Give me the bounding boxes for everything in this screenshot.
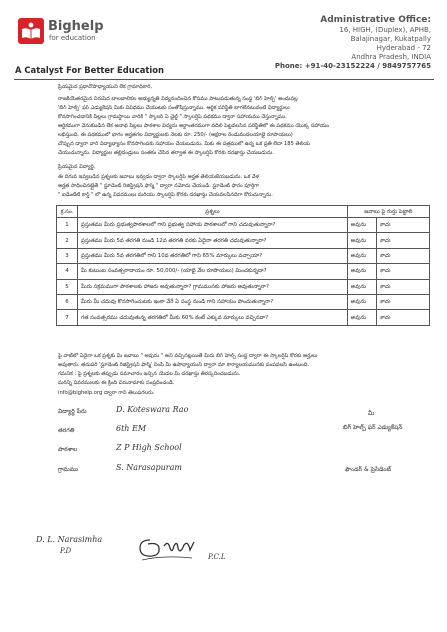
eligibility-table [56,205,430,326]
table-row [57,294,430,309]
paragraph2-line: అర్హత సాధించినట్లైతే " స్టూడెంట్ రిజిస్ట్రేషన్ ఫార్మ్ " ద్వారా నమోదు చేయండి. స్టూడెంట్ ఫారం పూర్తిగా [58,183,259,189]
row-number: 2 [57,233,78,248]
row-answer: కాదు [376,310,429,325]
paragraph2-line: ఈ దిగువ ఇవ్వబడిన ప్రశ్నలకు జవాబు ఇవ్వడం ద్వారా స్కాలర్షిప్ అర్హత తెలియజేయబడును. ఒక వేళ [58,174,259,180]
table-row [57,218,430,233]
table-header-row [57,206,430,218]
left-signature-title: P.D [60,547,72,555]
closing-line: పై వాటిలో ఏదైనా ఒక ప్రశ్నకు మీ జవాబు " అవును " అని వచ్చినట్లయితే మీరు బిగ్ హెల్ప్ సంస్థ ద్వారా ఈ స్కాలర్షిప్ కొరకు అర్హులు [58,353,318,359]
office-line: 16, HIGH, (Duplex), APHB, [339,26,431,34]
office-line: Balajinagar, Kukatpally [350,35,431,43]
office-phone: Phone: +91-40-23152224 / 9849757765 [274,62,431,70]
row-number: 4 [57,264,78,279]
col-number-header: క్ర.సం. [57,206,78,218]
signoff-org: బిగ్ హెల్ప్ ఫర్ ఎడ్యుకేషన్ [343,424,403,431]
row-yes: అవును [347,218,376,233]
table-row [57,264,430,279]
col-question-header: ప్రశ్నలు [78,206,348,218]
table-row [57,279,430,294]
closing-line: గమనిక : పై ప్రశ్నలకు తప్పుడు సమాచారం ఇచ్చిన యెడల మీ దరఖాస్తు తిరస్కరించబడును. [58,371,241,377]
row-number: 5 [57,279,78,294]
row-yes: అవును [347,279,376,294]
form-label-name: విద్యార్థి పేరు [58,408,87,415]
salutation-student: ప్రియమైన విద్యార్థి, [58,164,96,170]
paragraph1-line: చొప్పున ద్వారా వారి విద్యాభ్యాసం కొనసాగింపకు సహాయం చేయబడును. మీకు ఈ పత్రములో ఉన్న ఒక ప్రతి లేదా 185 తెలియ [58,141,311,147]
row-question: మీ కుటుంబ సంవత్సరాదాయం రూ. 50,000/- (యాభై వేల రూపాయలు) మించకున్నదా? [78,264,348,279]
form-label-school: పాఠశాల [58,446,78,453]
table-row [57,310,430,325]
paragraph1-line: లభిస్తుంది. ఈ పథకములో భాగం అర్హతగల విద్యార్థులకు నెలకు రూ. 250/- (అక్షరాల రెండువందలయాభై రూపాయలు) [58,132,293,138]
row-question: ప్రస్తుతము మీరు ప్రభుత్వపాఠశాలలో గాని ప్రభుత్వ సహాయ పాఠశాలలో గాని చదువుతున్నారా? [78,218,348,233]
form-value-class: 6th EM [116,424,147,433]
header-divider [14,79,434,80]
row-yes: అవును [347,294,376,309]
book-icon [18,18,44,44]
brand-subtitle: for education [49,34,96,42]
right-signature-title: P.C.L [208,553,226,561]
row-yes: అవును [347,264,376,279]
row-answer: కాదు [376,279,429,294]
table-row [57,248,430,263]
paragraph1-line: 'బిగ్ హెల్ప్' ఫర్ ఎడ్యుకేషన్ మీకు వివిధము చేయుటకు సంతోషిస్తున్నాము. ఆర్థిక పరిస్థితి బాగలేనటువంటి విద్యార్థులు [58,105,290,111]
row-question: మీరు మీ చదువు కొనసాగించుటకు ఇంకా వేరే ఏ సంస్థ నుండి గాని సహాయం పొందుతున్నారా? [78,294,348,309]
row-question: గత సంవత్సరము చదువుతున్న తరగతిలో మీకు 60% కంటే ఎక్కువ మార్కులు వచ్చినవా? [78,310,348,325]
office-line: Hyderabad - 72 [376,44,431,52]
closing-line: అవుతారు. తదుపరి 'స్టూడెంట్ రిజిస్ట్రేషన్ ఫార్మ్' నింపి మీ ఉపాధ్యాయుని ద్వారా మా కార్యాలయమునకు పంపవలసి ఉంటుంది. [58,362,310,368]
left-signature-name: D. L. Narasimha [36,535,103,544]
paragraph1-line: కొనసాగించడానికి పిల్లలు గ్రామస్థాయి వారికి " స్కాలర్ ఏ ఛైల్డ్ " స్కాలర్షిప్ పథకము ద్వారా సహాయము చేస్తున్నాము. [58,114,287,120]
email-line: info@bighelp.org ద్వారా గాని తెలుపగలరు. [58,390,155,396]
tagline: A Catalyst For Better Education [15,65,164,75]
form-value-village: S. Narasapuram [116,463,182,472]
paragraph1-line: ఆర్థికముగా వెనుకబడిన లేక అనాథ పిల్లలు పాఠశాల విద్యను అర్ధాంతరముగా వదిలి పెట్టవలసిన పరిస్థితిలో ఈ పథకము యొక్క సహాయం [58,123,330,129]
row-question: ప్రస్తుతము మీరు 5వ తరగతి నుండి 12వ తరగతి వరకు ఏదైనా తరగతి చదువుతున్నారా? [78,233,348,248]
signoff-title: ఫౌండర్ & ప్రెసిడెంట్ [345,466,392,473]
row-answer: కాదు [376,233,429,248]
handwritten-signature [134,530,204,564]
row-question: మీరు సక్రమముగా పాఠశాలకు హాజరు అవుతున్నారా? గ్రామమునకు హాజరు అవుతున్నారా? [78,279,348,294]
paragraph2-line: " ఐడెంటిటీ కార్డ్ " లో ఉన్న వివరములు మరియు స్కాలర్షిప్ కొరకు దరఖాస్తు చేయవలసినదిగా కోరుచున్నాను. [58,192,273,198]
office-address [251,14,431,71]
salutation: ప్రియమైన ప్రధానోపాధ్యాయుని లేక గ్రామాధికారి, [58,84,153,90]
closing-line: మరిన్ని వివరములకు ఈ క్రింది చిరునామాకు సంప్రదించండి. [58,380,175,386]
row-yes: అవును [347,248,376,263]
row-yes: అవును [347,233,376,248]
paragraph1-line: రాజకీయేతరమైన నిరుపేద బాలబాలికల అభ్యున్నతి విద్యనందించిన కోసము పాటుపడుతున్న సంస్థ 'బిగ్ హెల్ప్' అందువల్ల [58,96,298,102]
row-question: ప్రస్తుతము మీరు 5వ తరగతిలో గాని 10వ తరగతిలో గాని 65% మార్కులు వచ్చాయా? [78,248,348,263]
row-number: 3 [57,248,78,263]
paragraph1-line: చేయుచున్నాను. విద్యార్థుల తల్లిదండ్రులు సంతకం చేసిన తర్వాత ఈ స్కాలర్షిప్ కొరకు దరఖాస్తు చేయబడును. [58,150,274,156]
form-label-class: తరగతి [58,427,75,434]
row-number: 6 [57,294,78,309]
office-line: Andhra Pradesh, INDIA [351,53,431,61]
form-label-village: గ్రామము [58,466,79,473]
row-number: 7 [57,310,78,325]
signoff-yours: మీ [368,410,375,417]
col-answer-header: జవాబు పై గుర్తు పెట్టాలి [347,206,429,218]
table-row [57,233,430,248]
row-answer: కాదు [376,294,429,309]
row-number: 1 [57,218,78,233]
row-answer: కాదు [376,248,429,263]
brand-name: Bighelp [48,19,104,34]
form-value-school: Z P High School [116,443,182,452]
row-yes: అవును [347,310,376,325]
office-title: Administrative Office: [320,15,431,25]
form-value-name: D. Koteswara Rao [116,405,189,414]
row-answer: కాదు [376,218,429,233]
row-answer: కాదు [376,264,429,279]
